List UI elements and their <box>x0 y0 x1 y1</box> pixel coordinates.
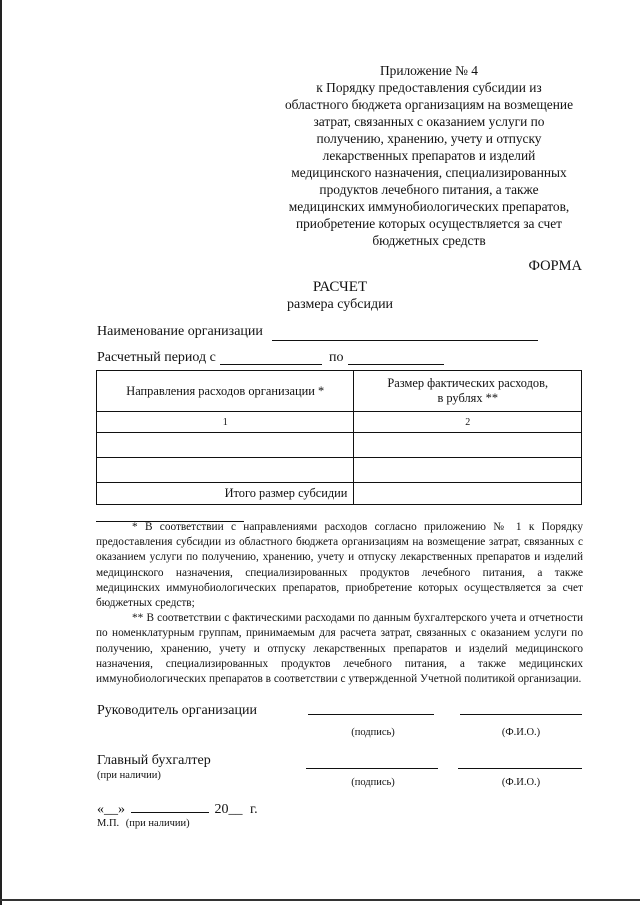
head-signature-line[interactable] <box>308 714 434 715</box>
org-name-label: Наименование организации <box>97 324 263 339</box>
col1-header: Направления расходов организации * <box>97 371 354 412</box>
period-from-label: Расчетный период с <box>97 350 216 365</box>
year-prefix: 20 <box>214 802 229 817</box>
table-cell[interactable] <box>97 458 354 483</box>
date-open-quote: « <box>97 802 104 817</box>
appendix-line: к Порядку предоставления субсидии из <box>316 80 542 95</box>
appendix-line: лекарственных препаратов и изделий <box>322 148 536 163</box>
appendix-line: получению, хранению, учету и отпуску <box>316 131 542 146</box>
column-number-row <box>97 412 582 433</box>
appendix-line: медицинского назначения, специализированных <box>291 165 567 180</box>
footnote-1: * В соответствии с направлениями расходов согласно приложению № 1 к Порядку предоставления субсидии из областного бюджета организациям на возмещение затрат, связанных с оказанием услуги по получению, хранению, учету и отпуску лекарственных препаратов и изделий медицинского назначения, специализированных продуктов лечебного питания, а также медицинских иммунобиологических препаратов, приобретение которых осуществляется за счет бюджетных средств; <box>96 521 583 610</box>
total-value-cell[interactable] <box>354 483 582 505</box>
col2-header <box>354 371 582 412</box>
expenses-table <box>96 370 582 505</box>
head-signature-caption: (подпись) <box>351 727 395 738</box>
total-label: Итого размер субсидии <box>97 483 354 505</box>
stamp-line <box>97 818 190 829</box>
appendix-line: затрат, связанных с оказанием услуги по <box>313 114 545 129</box>
period-to-field[interactable] <box>348 363 444 365</box>
period-to-label: по <box>329 350 344 365</box>
date-close-quote: » <box>118 802 125 817</box>
total-row <box>97 483 582 505</box>
appendix-line: приобретение которых осуществляется за счет <box>295 216 563 231</box>
table-cell[interactable] <box>354 458 582 483</box>
col2-number: 2 <box>354 412 582 433</box>
year-suffix: г. <box>250 802 258 817</box>
footnote-2: ** В соответствии с фактическими расходами по данным бухгалтерского учета и отчетности по номенклатурным группам, принимаемым для расчета затрат, связанных с оказанием услуги по получению, хранению, учету и отпуску лекарственных препаратов и изделий медицинского назначения, специализированных продуктов лечебного питания, а также медицинских иммунобиологических препаратов в соответствии с утвержденной Учетной политикой организации. <box>96 612 583 686</box>
appendix-line: областного бюджета организациям на возмещение <box>284 97 574 112</box>
footnotes <box>96 520 583 687</box>
accountant-if-any: (при наличии) <box>97 770 161 781</box>
accountant-signature-caption: (подпись) <box>351 777 395 788</box>
head-label: Руководитель организации <box>97 703 257 718</box>
stamp-label: М.П. <box>97 818 120 829</box>
scan-bottom-edge <box>0 899 640 901</box>
appendix-line: Приложение № 4 <box>379 63 479 78</box>
month-field[interactable] <box>131 800 209 813</box>
accountant-signature-line[interactable] <box>306 768 438 769</box>
table-cell[interactable] <box>97 433 354 458</box>
head-name-line[interactable] <box>460 714 582 715</box>
col2-header-line1: Размер фактических расходов, <box>387 376 549 390</box>
table-cell[interactable] <box>354 433 582 458</box>
accountant-name-line[interactable] <box>458 768 582 769</box>
head-name-caption: (Ф.И.О.) <box>501 727 541 738</box>
accountant-name-caption: (Ф.И.О.) <box>501 777 541 788</box>
scan-left-edge <box>0 0 2 905</box>
appendix-line: медицинских иммунобиологических препаратов, <box>288 199 570 214</box>
col2-header-line2: в рублях ** <box>437 391 499 405</box>
date-line <box>97 800 258 818</box>
year-field[interactable]: __ <box>228 802 243 817</box>
appendix-line: продуктов лечебного питания, а также <box>319 182 539 197</box>
day-field[interactable]: __ <box>104 802 118 817</box>
org-name-field[interactable] <box>272 339 538 341</box>
table-row <box>97 458 582 483</box>
form-label: ФОРМА <box>528 258 582 274</box>
period-from-field[interactable] <box>220 363 322 365</box>
document-subtitle: размера субсидии <box>286 297 394 312</box>
appendix-header <box>270 62 588 249</box>
document-title: РАСЧЕТ <box>312 279 368 295</box>
table-row <box>97 433 582 458</box>
accountant-label: Главный бухгалтер <box>97 753 211 768</box>
appendix-line: бюджетных средств <box>372 233 486 248</box>
table-header-row <box>97 371 582 412</box>
col1-number: 1 <box>97 412 354 433</box>
stamp-note: (при наличии) <box>125 818 190 829</box>
